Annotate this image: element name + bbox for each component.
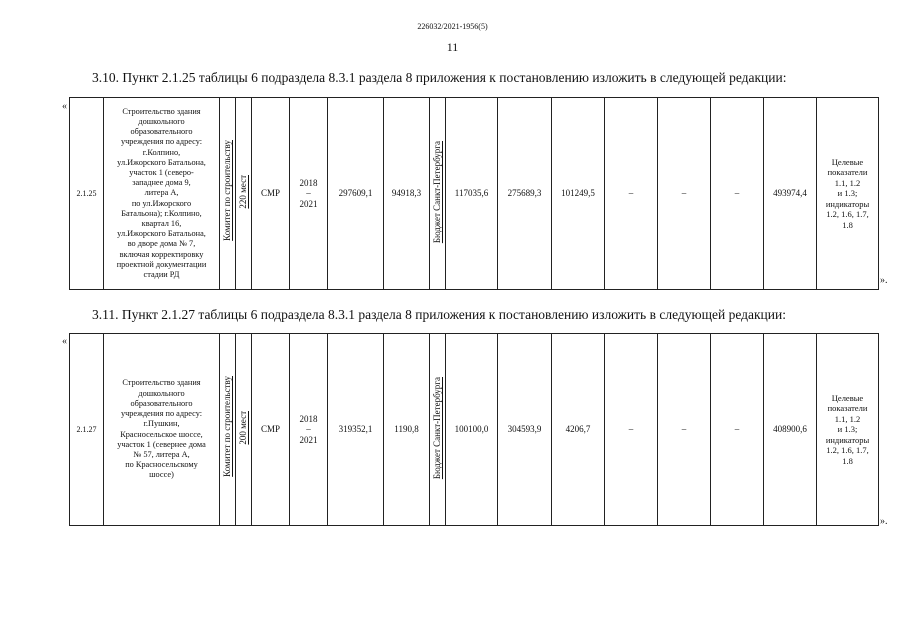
value-2021: 4206,7: [552, 334, 605, 526]
name-line: стадии РД: [143, 270, 180, 280]
year-dash: –: [306, 188, 311, 199]
goal-line: индикаторы: [825, 434, 870, 445]
name-line: квартал 16,: [141, 219, 182, 228]
name-line: Строительство здания: [122, 378, 201, 388]
name-line: ул.Ижорского Батальона,: [117, 157, 206, 167]
value-2023: –: [658, 98, 711, 290]
goal-line: 1.8: [842, 455, 853, 466]
goal-indicators: [817, 98, 879, 290]
years-cell: [290, 334, 328, 526]
page-number: 11: [446, 40, 459, 54]
executor-text: Комитет по строительству: [222, 139, 233, 241]
name-line: литера А,: [144, 188, 179, 198]
value-2023: –: [658, 334, 711, 526]
goal-line: 1.1, 1.2: [834, 177, 861, 188]
value-total: 493974,4: [764, 98, 817, 290]
value-total: 408900,6: [764, 334, 817, 526]
closing-quote: ».: [880, 516, 888, 527]
section-heading: 3.10. Пункт 2.1.25 таблицы 6 подраздела 8.3.1 раздела 8 приложения к постановлению изложить в следующей редакции:: [92, 70, 787, 85]
year-dash: –: [306, 424, 311, 435]
capacity-text: 200 мест: [238, 411, 249, 445]
goal-line: показатели: [827, 167, 868, 178]
work-type: СМР: [252, 334, 290, 526]
goal-line: и 1.3;: [837, 424, 858, 435]
name-line: г.Пушкин,: [143, 419, 180, 429]
cost-total: 319352,1: [328, 334, 384, 526]
program-table: [69, 333, 879, 526]
name-line: по Красносельскому: [125, 460, 198, 470]
name-line: образовательного: [130, 127, 193, 137]
value-2024: –: [711, 98, 764, 290]
name-line: учреждения по адресу:: [120, 137, 203, 147]
value-2022: –: [605, 334, 658, 526]
name-line: по ул.Ижорского: [131, 198, 192, 208]
name-line: Батальона); г.Колпино,: [121, 208, 202, 218]
name-line: № 57, литера А,: [133, 449, 190, 459]
goal-line: и 1.3;: [837, 188, 858, 199]
capacity-cell: [236, 334, 252, 526]
year-end: 2021: [299, 198, 318, 209]
name-line: Строительство здания: [122, 106, 201, 116]
name-line: г.Колпино,: [142, 147, 181, 157]
table-row: [70, 334, 879, 526]
value-2019: 117035,6: [446, 98, 498, 290]
item-code: 2.1.25: [70, 98, 104, 290]
document-id: 226032/2021-1956(5): [417, 22, 488, 31]
year-start: 2018: [299, 413, 318, 424]
name-line: проектной документации: [116, 259, 207, 269]
source-text: Бюджет Санкт-Петербурга: [432, 141, 443, 244]
value-2019: 100100,0: [446, 334, 498, 526]
opening-quote: «: [62, 336, 67, 347]
source-cell: [430, 334, 446, 526]
table-row: [70, 98, 879, 290]
object-name: [104, 98, 220, 290]
goal-line: Целевые: [831, 393, 864, 404]
goal-line: показатели: [827, 403, 868, 414]
goal-line: 1.2, 1.6, 1.7,: [826, 445, 869, 456]
value-2024: –: [711, 334, 764, 526]
year-end: 2021: [299, 434, 318, 445]
source-cell: [430, 98, 446, 290]
name-line: участок 1 (севернее дома: [117, 439, 206, 449]
goal-indicators: [817, 334, 879, 526]
financed-before: 94918,3: [384, 98, 430, 290]
object-name: [104, 334, 220, 526]
name-line: во дворе дома № 7,: [127, 239, 196, 249]
goal-line: 1.2, 1.6, 1.7,: [826, 209, 869, 220]
name-line: шоссе): [149, 470, 174, 480]
capacity-text: 220 мест: [238, 175, 249, 209]
name-line: учреждения по адресу:: [120, 409, 203, 419]
name-line: ул.Ижорского Батальона,: [117, 229, 206, 239]
value-2020: 304593,9: [498, 334, 552, 526]
goal-line: 1.1, 1.2: [834, 413, 861, 424]
cost-total: 297609,1: [328, 98, 384, 290]
executor-cell: [220, 98, 236, 290]
opening-quote: «: [62, 101, 67, 112]
program-table: [69, 97, 879, 290]
goal-line: индикаторы: [825, 198, 870, 209]
value-2022: –: [605, 98, 658, 290]
closing-quote: ».: [880, 275, 888, 286]
work-type: СМР: [252, 98, 290, 290]
capacity-cell: [236, 98, 252, 290]
item-code: 2.1.27: [70, 334, 104, 526]
value-2020: 275689,3: [498, 98, 552, 290]
financed-before: 1190,8: [384, 334, 430, 526]
name-line: образовательного: [130, 398, 193, 408]
goal-line: 1.8: [842, 219, 853, 230]
executor-cell: [220, 334, 236, 526]
source-text: Бюджет Санкт-Петербурга: [432, 377, 443, 480]
section-heading: 3.11. Пункт 2.1.27 таблицы 6 подраздела 8.3.1 раздела 8 приложения к постановлению изложить в следующей редакции:: [92, 307, 786, 322]
name-line: дошкольного: [138, 116, 185, 126]
value-2021: 101249,5: [552, 98, 605, 290]
name-line: дошкольного: [138, 388, 185, 398]
name-line: включая корректировку: [119, 249, 204, 259]
goal-line: Целевые: [831, 157, 864, 168]
years-cell: [290, 98, 328, 290]
name-line: западнее дома 9,: [132, 178, 191, 188]
name-line: Красносельское шоссе,: [120, 429, 203, 439]
year-start: 2018: [299, 177, 318, 188]
name-line: участок 1 (северо-: [129, 167, 194, 177]
executor-text: Комитет по строительству: [222, 375, 233, 477]
